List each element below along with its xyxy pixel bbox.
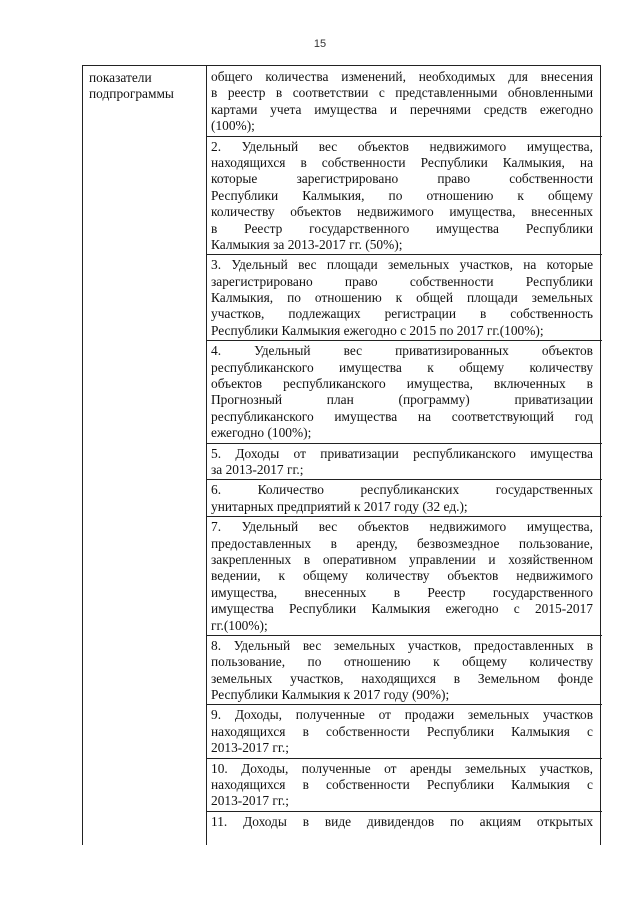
indicator-text-line: в реестр в соответствии с представленными обновленными: [211, 85, 594, 101]
indicator-text-line: 7. Удельный вес объектов недвижимого имущества,: [211, 519, 593, 535]
indicator-item: [206, 446, 602, 481]
indicator-text-line: земельных участков, находящихся в Земельном фонде: [211, 670, 594, 686]
indicator-text-line: 4. Удельный вес приватизированных объектов: [211, 343, 593, 359]
indicator-text-line: Прогнозный план (программу) приватизации: [211, 392, 594, 408]
indicator-item: [206, 707, 602, 758]
indicator-text-line: количеству объектов недвижимого имущества, внесенных: [211, 204, 594, 220]
indicator-text-line: объектов республиканского имущества, включенных в: [211, 376, 593, 392]
indicator-item: [206, 482, 602, 517]
indicators-label-line: показатели: [89, 70, 152, 85]
indicator-item: [206, 814, 602, 831]
indicator-text-line: ежегодно (100%);: [211, 425, 312, 441]
indicator-text-line: Республики Калмыкия ежегодно с 2015 по 2017 гг.(100%);: [211, 322, 544, 338]
indicator-text-line: 10. Доходы, полученные от аренды земельных участков,: [211, 760, 593, 776]
indicator-text-line: 2013-2017 гг.;: [211, 740, 289, 756]
indicator-text-line: пользование, по отношению к общему количеству: [211, 654, 594, 670]
indicator-text-line: закрепленных в оперативном управлении и хозяйственном: [211, 551, 593, 567]
indicator-text-line: 3. Удельный вес площади земельных участков, на которые: [211, 257, 594, 273]
indicator-text-line: 8. Удельный вес земельных участков, предоставленных в: [211, 637, 594, 653]
indicator-item: [206, 69, 602, 137]
indicator-text-line: находящихся в собственности Республики Калмыкия с: [211, 723, 594, 739]
indicator-text-line: Республики Калмыкия к 2017 году (90%);: [211, 687, 450, 703]
indicator-text-line: общего количества изменений, необходимых для внесения: [211, 69, 593, 84]
indicator-text-line: зарегистрировано право собственности Республики: [211, 273, 593, 289]
indicator-item: [206, 139, 602, 256]
indicator-text-line: предоставленных в аренду, безвозмездное пользование,: [211, 535, 593, 551]
indicator-text-line: которые зарегистрировано право собственности: [211, 171, 594, 187]
indicator-text-line: в Реестр государственного имущества Республики: [211, 220, 594, 236]
indicator-item: [206, 761, 602, 812]
indicator-text-line: имущества, внесенных в Реестр государственного: [211, 584, 593, 600]
indicator-text-line: картами учета имущества и перечнями средств ежегодно: [211, 101, 594, 117]
indicator-text-line: 5. Доходы от приватизации республиканского имущества: [211, 445, 593, 461]
indicator-text-line: Калмыкия за 2013-2017 гг. (50%);: [211, 236, 403, 252]
indicator-text-line: Республики Калмыкия, по отношению к общему: [211, 187, 593, 203]
indicator-text-line: ведении, к общему количеству объектов недвижимого: [211, 568, 593, 584]
indicator-text-line: республиканского имущества на соответствующий год: [211, 408, 593, 424]
indicator-text-line: 11. Доходы в виде дивидендов по акциям открытых: [211, 813, 594, 829]
indicator-text-line: за 2013-2017 гг.;: [211, 461, 304, 477]
indicator-text-line: Калмыкия, по отношению к общей площади земельных: [211, 290, 593, 306]
indicator-text-line: участков, подлежащих регистрации в собственность: [211, 306, 594, 322]
indicators-label-cell: [89, 70, 201, 103]
indicator-text-line: находящихся в собственности Республики Калмыкия, на: [211, 154, 594, 170]
indicator-text-line: находящихся в собственности Республики Калмыкия с: [211, 777, 594, 793]
indicator-text-line: гг.(100%);: [211, 617, 268, 633]
indicator-text-line: 9. Доходы, полученные от продажи земельных участков: [211, 707, 594, 723]
indicator-item: [206, 257, 602, 341]
program-indicators-table: [82, 65, 601, 845]
indicator-text-line: унитарных предприятий к 2017 году (32 ед.);: [211, 498, 468, 514]
indicator-text-line: республиканского имущества к общему количеству: [211, 359, 594, 375]
indicator-text-line: 2013-2017 гг.;: [211, 793, 289, 809]
indicators-list-cell: [211, 69, 593, 833]
page-number: 15: [313, 38, 327, 50]
indicator-text-line: имущества Республики Калмыкия ежегодно с 2015-2017: [211, 601, 593, 617]
indicator-item: [206, 519, 602, 636]
indicator-text-line: (100%);: [211, 118, 255, 134]
indicators-label-line: подпрограммы: [89, 86, 174, 102]
indicator-item: [206, 343, 602, 443]
indicator-text-line: 2. Удельный вес объектов недвижимого имущества,: [211, 138, 593, 154]
indicator-text-line: 6. Количество республиканских государственных: [211, 482, 593, 498]
indicator-item: [206, 638, 602, 706]
